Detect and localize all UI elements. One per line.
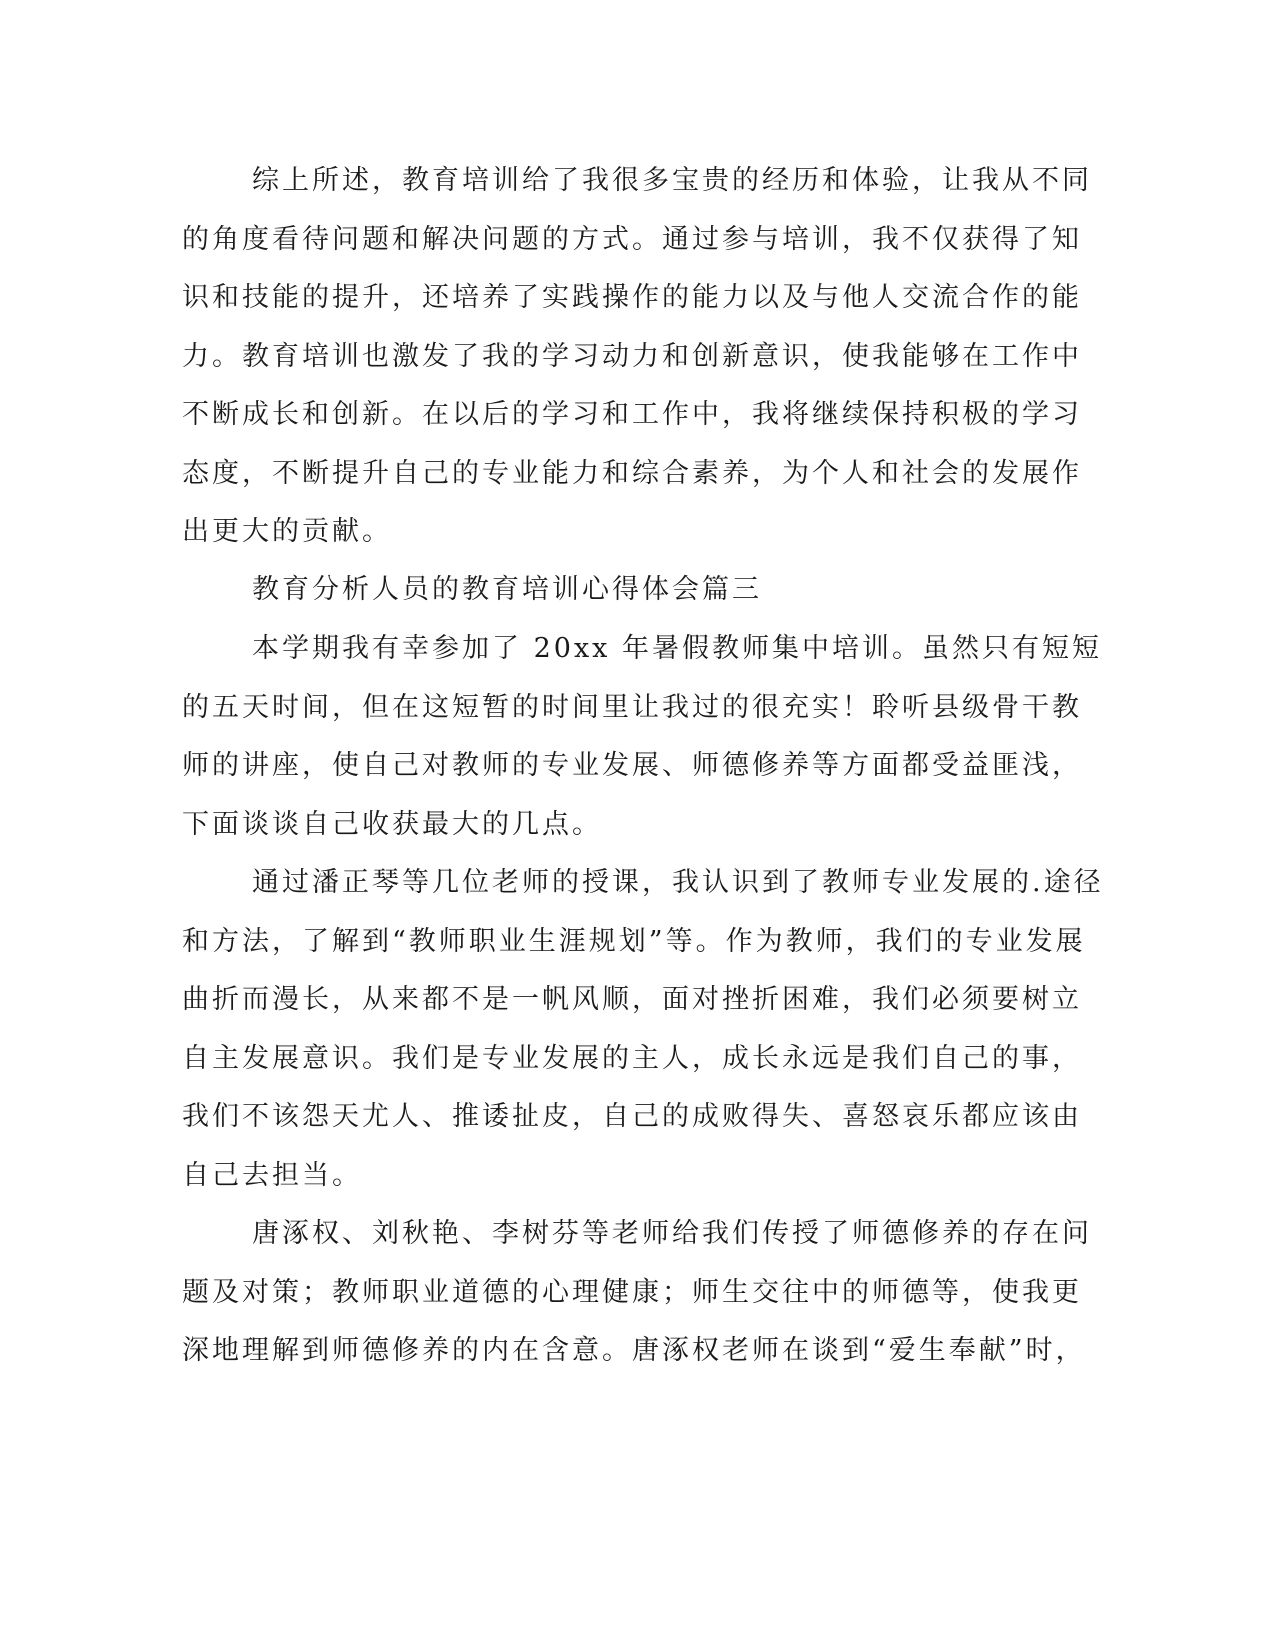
text-line: 的角度看待问题和解决问题的方式。通过参与培训，我不仅获得了知 — [182, 224, 1082, 255]
text-line: 态度，不断提升自己的专业能力和综合素养，为个人和社会的发展作 — [182, 458, 1082, 489]
text-line: 曲折而漫长，从来都不是一帆风顺，面对挫折困难，我们必须要树立 — [182, 984, 1082, 1015]
text-line: 通过潘正琴等几位老师的授课，我认识到了教师专业发展的.途径 — [252, 867, 1104, 898]
text-line: 唐涿权、刘秋艳、李树芬等老师给我们传授了师德修养的存在问 — [252, 1218, 1092, 1249]
text-line: 自主发展意识。我们是专业发展的主人，成长永远是我们自己的事， — [182, 1043, 1082, 1074]
text-line: 师的讲座，使自己对教师的专业发展、师德修养等方面都受益匪浅， — [182, 750, 1082, 781]
text-line: 不断成长和创新。在以后的学习和工作中，我将继续保持积极的学习 — [182, 399, 1082, 430]
section-heading: 教育分析人员的教育培训心得体会篇三 — [252, 574, 762, 605]
text-line: 综上所述，教育培训给了我很多宝贵的经历和体验，让我从不同 — [252, 165, 1092, 196]
text-line: 和方法，了解到“教师职业生涯规划”等。作为教师，我们的专业发展 — [182, 926, 1086, 957]
text-line: 力。教育培训也激发了我的学习动力和创新意识，使我能够在工作中 — [182, 341, 1082, 372]
text-line: 深地理解到师德修养的内在含意。唐涿权老师在谈到“爱生奉献”时， — [182, 1335, 1086, 1366]
text-line: 本学期我有幸参加了 20xx 年暑假教师集中培训。虽然只有短短 — [252, 633, 1102, 664]
text-line: 识和技能的提升，还培养了实践操作的能力以及与他人交流合作的能 — [182, 282, 1082, 313]
text-line: 出更大的贡献。 — [182, 516, 392, 547]
text-line: 自己去担当。 — [182, 1160, 362, 1191]
text-line: 下面谈谈自己收获最大的几点。 — [182, 809, 602, 840]
text-line: 题及对策；教师职业道德的心理健康；师生交往中的师德等，使我更 — [182, 1277, 1082, 1308]
text-line: 我们不该怨天尤人、推诿扯皮，自己的成败得失、喜怒哀乐都应该由 — [182, 1101, 1082, 1132]
text-line: 的五天时间，但在这短暂的时间里让我过的很充实！聆听县级骨干教 — [182, 692, 1082, 723]
